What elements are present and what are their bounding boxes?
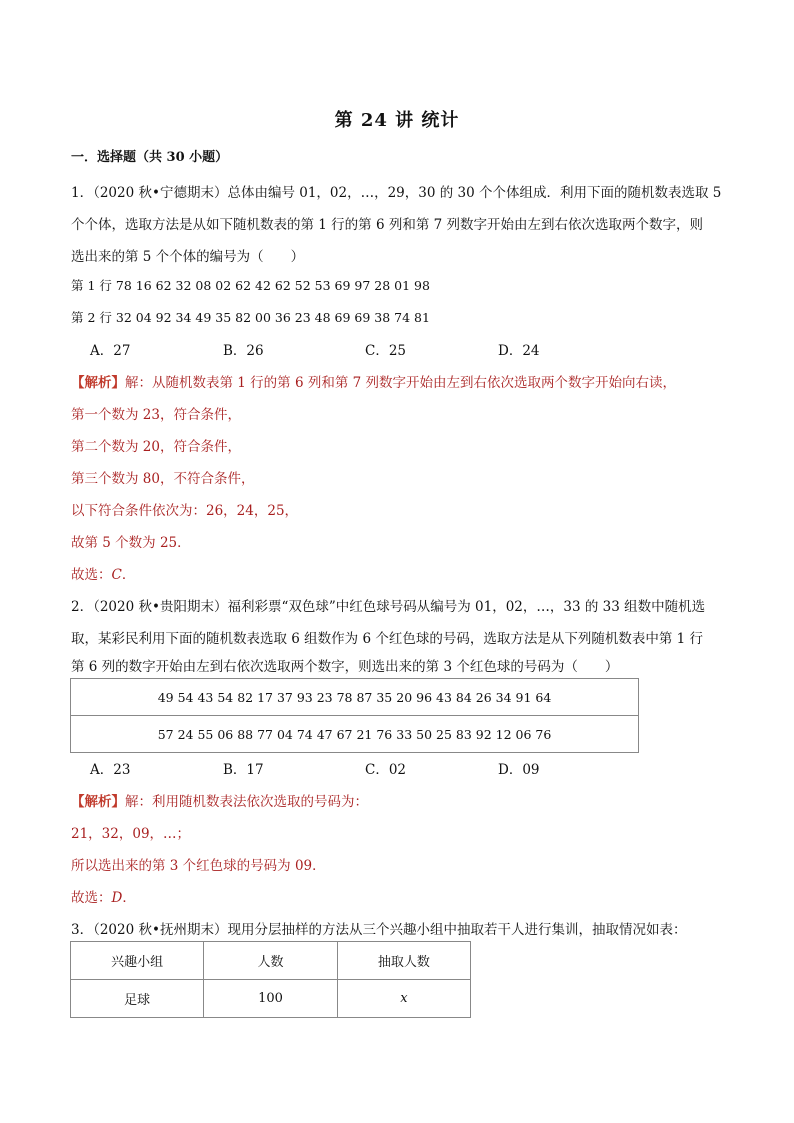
- q2-solution-tag: 【解析】: [71, 794, 125, 810]
- q1-solution-line-3: 第二个数为 20，符合条件，: [71, 439, 241, 455]
- q1-solution-line-4: 第三个数为 80，不符合条件，: [71, 471, 255, 487]
- q2-option-c: C．02: [365, 762, 407, 778]
- q2-option-d: D．09: [498, 762, 540, 778]
- q1-choice-letter: C: [111, 567, 122, 583]
- page-title: 第 24 讲 统计: [334, 110, 460, 131]
- table-row: [71, 679, 639, 716]
- q1-option-b: B．26: [223, 343, 264, 359]
- section-heading: 一．选择题（共 30 小题）: [71, 150, 229, 165]
- q1-option-c: C．25: [365, 343, 407, 359]
- q2-random-row-1: 49 54 43 54 82 17 37 93 23 78 87 35 20 96 43 84 26 34 91 64: [71, 679, 639, 716]
- table-row: [71, 716, 639, 753]
- q2-solution-line-2: 21，32，09，…；: [71, 826, 191, 842]
- q1-solution-choice: [71, 563, 135, 583]
- q2-choice-prefix: 故选：: [71, 890, 112, 906]
- q1-solution-line-5: 以下符合条件依次为：26，24，25，: [71, 503, 299, 519]
- q2-choice-suffix: ．: [122, 890, 136, 906]
- q2-line-2: 取，某彩民利用下面的随机数表选取 6 组数作为 6 个红色球的号码，选取方法是从下列随机数表中第 1 行: [71, 631, 704, 647]
- q2-option-a: A．23: [90, 762, 131, 778]
- q2-random-table: [70, 678, 639, 753]
- q2-option-b: B．17: [223, 762, 264, 778]
- q1-option-a: A．27: [90, 343, 131, 359]
- q3-line-1: 3．（2020 秋•抚州期末）现用分层抽样的方法从三个兴趣小组中抽取若干人进行集训，抽取情况如表：: [71, 922, 687, 938]
- q2-random-row-2: 57 24 55 06 88 77 04 74 47 67 21 76 33 50 25 83 92 12 06 76: [71, 716, 639, 753]
- q2-line-3: 第 6 列的数字开始由左到右依次选取两个数字，则选出来的第 3 个红色球的号码为（ ）: [71, 659, 619, 675]
- q3-cell-group: 足球: [71, 980, 204, 1018]
- q3-sampling-table: [70, 941, 471, 1018]
- q1-choice-suffix: ．: [121, 567, 136, 583]
- q1-solution-line-1: [71, 371, 676, 391]
- q1-random-row-2: 第 2 行 32 04 92 34 49 35 82 00 36 23 48 69 69 38 74 81: [71, 310, 430, 325]
- q1-line-2: 个个体，选取方法是从如下随机数表的第 1 行的第 6 列和第 7 列数字开始由左到右依次选取两个数字，则: [71, 217, 704, 233]
- q2-choice-letter: D: [111, 890, 123, 906]
- q3-header-group: 兴趣小组: [71, 942, 204, 980]
- q3-header-sampled: 抽取人数: [337, 942, 470, 980]
- q1-random-row-1: 第 1 行 78 16 62 32 08 02 62 42 62 52 53 69 97 28 01 98: [71, 278, 430, 293]
- q3-cell-count: 100: [204, 980, 338, 1018]
- table-row: [71, 980, 471, 1018]
- q1-solution-line-6: 故第 5 个数为 25．: [71, 535, 191, 551]
- q1-solution-text-1: 解：从随机数表第 1 行的第 6 列和第 7 列数字开始由左到右依次选取两个数字开始向右读，: [125, 375, 677, 391]
- q2-solution-line-3: 所以选出来的第 3 个红色球的号码为 09．: [71, 858, 326, 874]
- q1-option-d: D．24: [498, 343, 540, 359]
- q2-solution-text-1: 解：利用随机数表法依次选取的号码为：: [125, 794, 368, 810]
- q2-line-1: 2．（2020 秋•贵阳期末）福利彩票“双色球”中红色球号码从编号为 01，02，…，33 的 33 组数中随机选: [71, 599, 706, 615]
- q2-solution-line-1: [71, 790, 368, 810]
- q3-cell-sampled: x: [337, 980, 470, 1018]
- q1-line-3: 选出来的第 5 个个体的编号为（ ）: [71, 249, 305, 265]
- q1-solution-line-2: 第一个数为 23，符合条件，: [71, 407, 241, 423]
- q1-line-1: 1．（2020 秋•宁德期末）总体由编号 01，02，…，29，30 的 30 个个体组成．利用下面的随机数表选取 5: [71, 185, 722, 201]
- q1-choice-prefix: 故选：: [71, 567, 112, 583]
- q3-header-count: 人数: [204, 942, 338, 980]
- q2-solution-choice: [71, 886, 136, 906]
- table-row: [71, 942, 471, 980]
- q1-solution-tag: 【解析】: [71, 375, 125, 391]
